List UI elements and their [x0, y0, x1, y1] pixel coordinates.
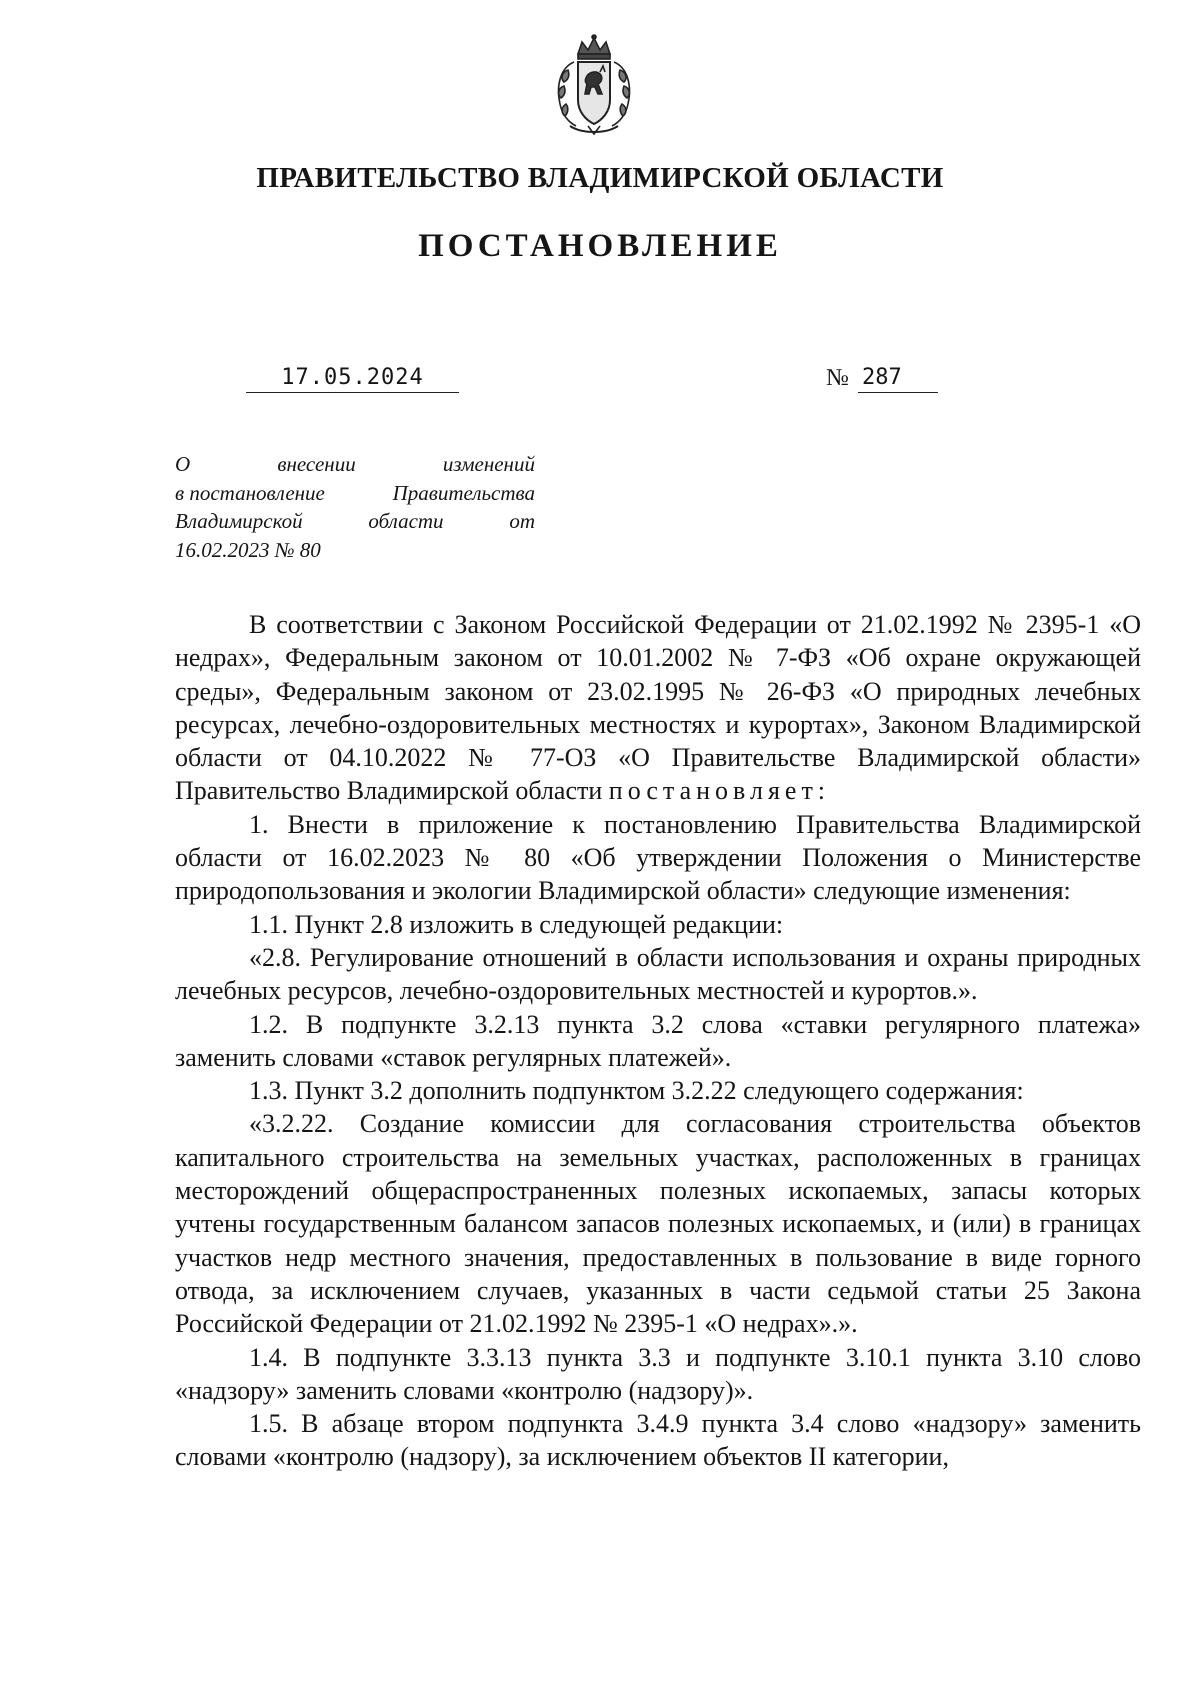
subject-word: Правительства — [392, 480, 535, 505]
subject-word: О — [175, 452, 191, 476]
subject-word: изменений — [442, 452, 535, 476]
document-date: 17.05.2024 — [246, 364, 459, 393]
subject-line — [175, 450, 535, 479]
subject-word: от — [509, 509, 535, 533]
resolves-word: постановляет: — [608, 776, 831, 806]
subject-word: внесении — [277, 452, 356, 476]
subject-word: в постановление — [175, 480, 325, 505]
clause-1-1: 1.1. Пункт 2.8 изложить в следующей редакции: — [249, 909, 784, 939]
subject-line — [175, 507, 535, 536]
document-type-title: ПОСТАНОВЛЕНИЕ — [418, 228, 782, 264]
subject-word: Владимирской — [175, 509, 303, 533]
clause-1-3-text: «3.2.22. Создание комиссии для согласования строительства объектов капитального строительства на земельных участках, расположенных в границах месторождений общераспространенных полезных ископаемых, запасы которых учтены государственным балансом запасов полезных ископаемых, и (или) в границах участков недр местного значения, предоставленных в пользование в виде горного отвода, за исключением случаев, указанных в части седьмой статьи 25 Закона Российской Федерации от 21.02.1992 № 2395-1 «О недрах».». — [175, 1109, 1141, 1339]
subject-word: области — [368, 509, 444, 533]
clause-1-3: 1.3. Пункт 3.2 дополнить подпунктом 3.2.22 следующего содержания: — [249, 1076, 1024, 1106]
vladimir-region-coat-of-arms-icon — [548, 34, 640, 136]
subject-line — [175, 479, 535, 508]
clause-1-5: 1.5. В абзаце втором подпункта 3.4.9 пункта 3.4 слово «надзору» заменить словами «контролю (надзору), за исключением объектов II категории, — [175, 1409, 1141, 1472]
document-number: 287 — [858, 364, 938, 393]
clause-1-1-text: «2.8. Регулирование отношений в области использования и охраны природных лечебных ресурсов, лечебно-оздоровительных местностей и курортов.». — [175, 942, 1141, 1006]
clause-1: 1. Внести в приложение к постановлению Правительства Владимирской области от 16.02.2023 № 80 «Об утверждении Положения о Министерстве природопользования и экологии Владимирской области» следующие изменения: — [175, 809, 1141, 906]
preamble-text: В соответствии с Законом Российской Федерации от 21.02.1992 № 2395-1 «О недрах», Федеральным законом от 10.01.2002 № 7-ФЗ «Об охране окружающей среды», Федеральным законом от 23.02.1995 № 26-ФЗ «О природных лечебных ресурсах, лечебно-оздоровительных местностях и курортах», Законом Владимирской области от 04.10.2022 № 77-ОЗ «О Правительстве Владимирской области» Правительство Владимирской области — [175, 610, 1141, 806]
clause-1-2: 1.2. В подпункте 3.2.13 пункта 3.2 слова «ставки регулярного платежа» заменить словами «ставок регулярных платежей». — [175, 1009, 1141, 1072]
organization-title: ПРАВИТЕЛЬСТВО ВЛАДИМИРСКОЙ ОБЛАСТИ — [256, 162, 944, 194]
subject-line: 16.02.2023 № 80 — [175, 537, 321, 562]
number-label: № — [826, 365, 849, 391]
clause-1-4: 1.4. В подпункте 3.3.13 пункта 3.3 и подпункте 3.10.1 пункта 3.10 слово «надзору» заменить словами «контролю (надзору)». — [175, 1342, 1141, 1405]
document-subject — [175, 450, 535, 564]
document-body — [175, 608, 1141, 1474]
preamble-paragraph — [175, 608, 1141, 808]
